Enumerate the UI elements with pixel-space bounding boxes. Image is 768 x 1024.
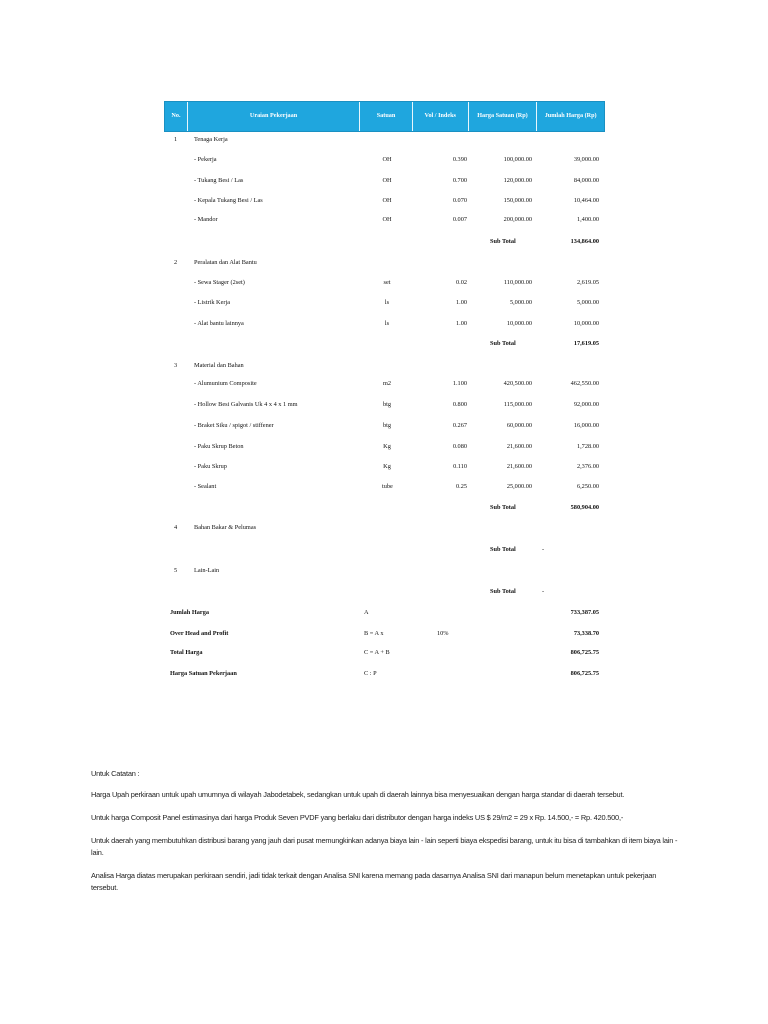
table-row bbox=[164, 318, 605, 330]
item-total: 2,619.05 bbox=[576, 279, 599, 286]
summary-value: 806,725.75 bbox=[570, 670, 599, 677]
summary-row bbox=[164, 628, 605, 640]
header-harga-satuan: Harga Satuan (Rp) bbox=[469, 102, 538, 131]
summary-formula: C = A + B bbox=[364, 649, 390, 656]
item-total: 84,000.00 bbox=[573, 177, 599, 184]
header-satuan: Satuan bbox=[360, 102, 413, 131]
section-row bbox=[164, 360, 605, 372]
item-vol: 1.00 bbox=[455, 299, 467, 306]
item-total: 6,250.00 bbox=[576, 483, 599, 490]
summary-label: Total Harga bbox=[170, 649, 203, 656]
summary-row bbox=[164, 647, 605, 659]
section-no: 2 bbox=[174, 259, 178, 266]
item-price: 420,500.00 bbox=[503, 380, 532, 387]
item-unit: OH bbox=[382, 216, 392, 223]
item-price: 60,000.00 bbox=[506, 422, 532, 429]
item-desc: - Mandor bbox=[194, 216, 218, 223]
notes-section bbox=[91, 768, 681, 905]
item-vol: 0.800 bbox=[452, 401, 467, 408]
subtotal-label: Sub Total bbox=[490, 546, 516, 553]
item-desc: - Hollow Besi Galvanis Uk 4 x 4 x 1 mm bbox=[194, 401, 298, 408]
table-row bbox=[164, 154, 605, 166]
summary-label: Harga Satuan Pekerjaan bbox=[170, 670, 237, 677]
header-no: No. bbox=[165, 102, 188, 131]
summary-value: 73,338.70 bbox=[573, 630, 599, 637]
item-unit: OH bbox=[382, 156, 392, 163]
table-row bbox=[164, 441, 605, 453]
summary-formula: A bbox=[364, 609, 369, 616]
subtotal-row bbox=[164, 236, 605, 248]
summary-row bbox=[164, 668, 605, 680]
item-vol: 0.390 bbox=[452, 156, 467, 163]
table-row bbox=[164, 420, 605, 432]
summary-value: 733,387.05 bbox=[570, 609, 599, 616]
summary-formula: C : P bbox=[364, 670, 377, 677]
item-unit: tube bbox=[382, 483, 393, 490]
item-vol: 1.100 bbox=[452, 380, 467, 387]
summary-label: Over Head and Profit bbox=[170, 630, 229, 637]
item-vol: 1.00 bbox=[455, 320, 467, 327]
table-row bbox=[164, 297, 605, 309]
item-desc: - Paku Skrup Beton bbox=[194, 443, 244, 450]
subtotal-label: Sub Total bbox=[490, 340, 516, 347]
item-desc: - Pekerja bbox=[194, 156, 217, 163]
item-desc: - Braket Siku / spigot / stiffener bbox=[194, 422, 274, 429]
item-unit: btg bbox=[382, 401, 392, 408]
section-no: 5 bbox=[174, 567, 178, 574]
item-price: 120,000.00 bbox=[503, 177, 532, 184]
item-unit: set bbox=[383, 279, 391, 286]
note-paragraph: Harga Upah perkiraan untuk upah umumnya di wilayah Jabodetabek, sedangkan untuk upah di daerah lainnya bisa menyesuaikan dengan harga standar di daerah tersebut. bbox=[91, 790, 625, 799]
item-total: 462,550.00 bbox=[570, 380, 599, 387]
summary-formula: B = A x bbox=[364, 630, 384, 637]
subtotal-row bbox=[164, 338, 605, 350]
item-price: 21,600.00 bbox=[506, 443, 532, 450]
subtotal-label: Sub Total bbox=[490, 504, 516, 511]
section-no: 3 bbox=[174, 362, 178, 369]
item-price: 100,000.00 bbox=[503, 156, 532, 163]
item-total: 2,376.00 bbox=[576, 463, 599, 470]
section-row bbox=[164, 565, 605, 577]
item-vol: 0.007 bbox=[452, 216, 467, 223]
table-row bbox=[164, 277, 605, 289]
item-vol: 0.110 bbox=[453, 463, 467, 470]
item-total: 16,000.00 bbox=[573, 422, 599, 429]
notes-title: Untuk Catatan : bbox=[91, 769, 140, 778]
item-unit: Kg bbox=[383, 463, 391, 470]
subtotal-value: 17,619.05 bbox=[573, 340, 599, 347]
table-row bbox=[164, 175, 605, 187]
subtotal-value: 580,904.00 bbox=[570, 504, 599, 511]
item-unit: ls bbox=[384, 299, 390, 306]
item-desc: - Alat bantu lainnya bbox=[194, 320, 244, 327]
section-title: Tenaga Kerja bbox=[194, 136, 228, 143]
section-row bbox=[164, 257, 605, 269]
item-vol: 0.267 bbox=[452, 422, 467, 429]
section-title: Lain-Lain bbox=[194, 567, 220, 574]
item-price: 5,000.00 bbox=[509, 299, 532, 306]
subtotal-label: Sub Total bbox=[490, 588, 516, 595]
section-row bbox=[164, 134, 605, 146]
item-unit: btg bbox=[382, 422, 392, 429]
item-vol: 0.080 bbox=[452, 443, 467, 450]
item-price: 150,000.00 bbox=[503, 197, 532, 204]
item-unit: m2 bbox=[382, 380, 392, 387]
table-row bbox=[164, 481, 605, 493]
summary-row bbox=[164, 607, 605, 619]
subtotal-row bbox=[164, 544, 605, 556]
item-unit: OH bbox=[382, 197, 392, 204]
item-total: 10,464.00 bbox=[573, 197, 599, 204]
item-desc: - Tukang Besi / Las bbox=[194, 177, 244, 184]
item-total: 10,000.00 bbox=[573, 320, 599, 327]
note-paragraph: Untuk daerah yang membutuhkan distribusi barang yang jauh dari pusat memungkinkan adanya biaya lain - lain seperti biaya ekspedisi barang, untuk itu bisa di tambahkan di item biaya lain - lain. bbox=[91, 836, 678, 857]
subtotal-value: 134,864.00 bbox=[570, 238, 599, 245]
item-desc: - Sealant bbox=[194, 483, 217, 490]
item-vol: 0.25 bbox=[455, 483, 467, 490]
section-no: 1 bbox=[174, 136, 178, 143]
item-total: 39,000.00 bbox=[573, 156, 599, 163]
item-desc: - Alumunium Composite bbox=[194, 380, 257, 387]
item-price: 115,000.00 bbox=[503, 401, 532, 408]
subtotal-value: - bbox=[542, 588, 545, 595]
item-unit: Kg bbox=[383, 443, 391, 450]
subtotal-label: Sub Total bbox=[490, 238, 516, 245]
item-vol: 0.02 bbox=[455, 279, 467, 286]
item-price: 10,000.00 bbox=[506, 320, 532, 327]
header-jumlah-harga: Jumlah Harga (Rp) bbox=[544, 112, 597, 120]
table-row bbox=[164, 378, 605, 390]
item-total: 92,000.00 bbox=[573, 401, 599, 408]
table-row bbox=[164, 461, 605, 473]
table-row bbox=[164, 214, 605, 226]
item-total: 5,000.00 bbox=[576, 299, 599, 306]
item-unit: OH bbox=[382, 177, 392, 184]
header-vol: Vol / Indeks bbox=[413, 102, 469, 131]
summary-label: Jumlah Harga bbox=[170, 609, 210, 616]
item-desc: - Sewa Stager (2set) bbox=[194, 279, 245, 286]
item-vol: 0.700 bbox=[452, 177, 467, 184]
summary-value: 806,725.75 bbox=[570, 649, 599, 656]
subtotal-row bbox=[164, 586, 605, 598]
item-price: 21,600.00 bbox=[506, 463, 532, 470]
item-unit: ls bbox=[384, 320, 390, 327]
item-vol: 0.070 bbox=[452, 197, 467, 204]
section-title: Peralatan dan Alat Bantu bbox=[194, 259, 257, 266]
summary-percent: 10% bbox=[437, 630, 449, 637]
item-total: 1,728.00 bbox=[576, 443, 599, 450]
table-row bbox=[164, 195, 605, 207]
item-desc: - Kepala Tukang Besi / Las bbox=[194, 197, 263, 204]
subtotal-value: - bbox=[542, 546, 545, 553]
note-paragraph: Untuk harga Composit Panel estimasinya dari harga Produk Seven PVDF yang berlaku dari distributor dengan harga indeks US $ 29/m2 = 29 x Rp. 14.500,- = Rp. 420.500,- bbox=[91, 813, 624, 822]
section-title: Material dan Bahan bbox=[194, 362, 244, 369]
header-uraian: Uraian Pekerjaan bbox=[188, 102, 360, 131]
item-price: 110,000.00 bbox=[503, 279, 532, 286]
item-desc: - Listrik Kerja bbox=[194, 299, 231, 306]
item-total: 1,400.00 bbox=[576, 216, 599, 223]
item-desc: - Paku Skrup bbox=[194, 463, 227, 470]
table-row bbox=[164, 399, 605, 411]
table-header bbox=[164, 101, 605, 132]
section-title: Bahan Bakar & Pelumas bbox=[194, 524, 257, 531]
note-paragraph: Analisa Harga diatas merupakan perkiraan sendiri, jadi tidak terkait dengan Analisa SNI karena memang pada dasarnya Analisa SNI dari manapun belum menetapkan untuk pekerjaan tersebut. bbox=[91, 871, 657, 892]
item-price: 25,000.00 bbox=[506, 483, 532, 490]
item-price: 200,000.00 bbox=[503, 216, 532, 223]
section-row bbox=[164, 522, 605, 534]
subtotal-row bbox=[164, 502, 605, 514]
cost-analysis-table bbox=[164, 101, 605, 677]
section-no: 4 bbox=[174, 524, 178, 531]
